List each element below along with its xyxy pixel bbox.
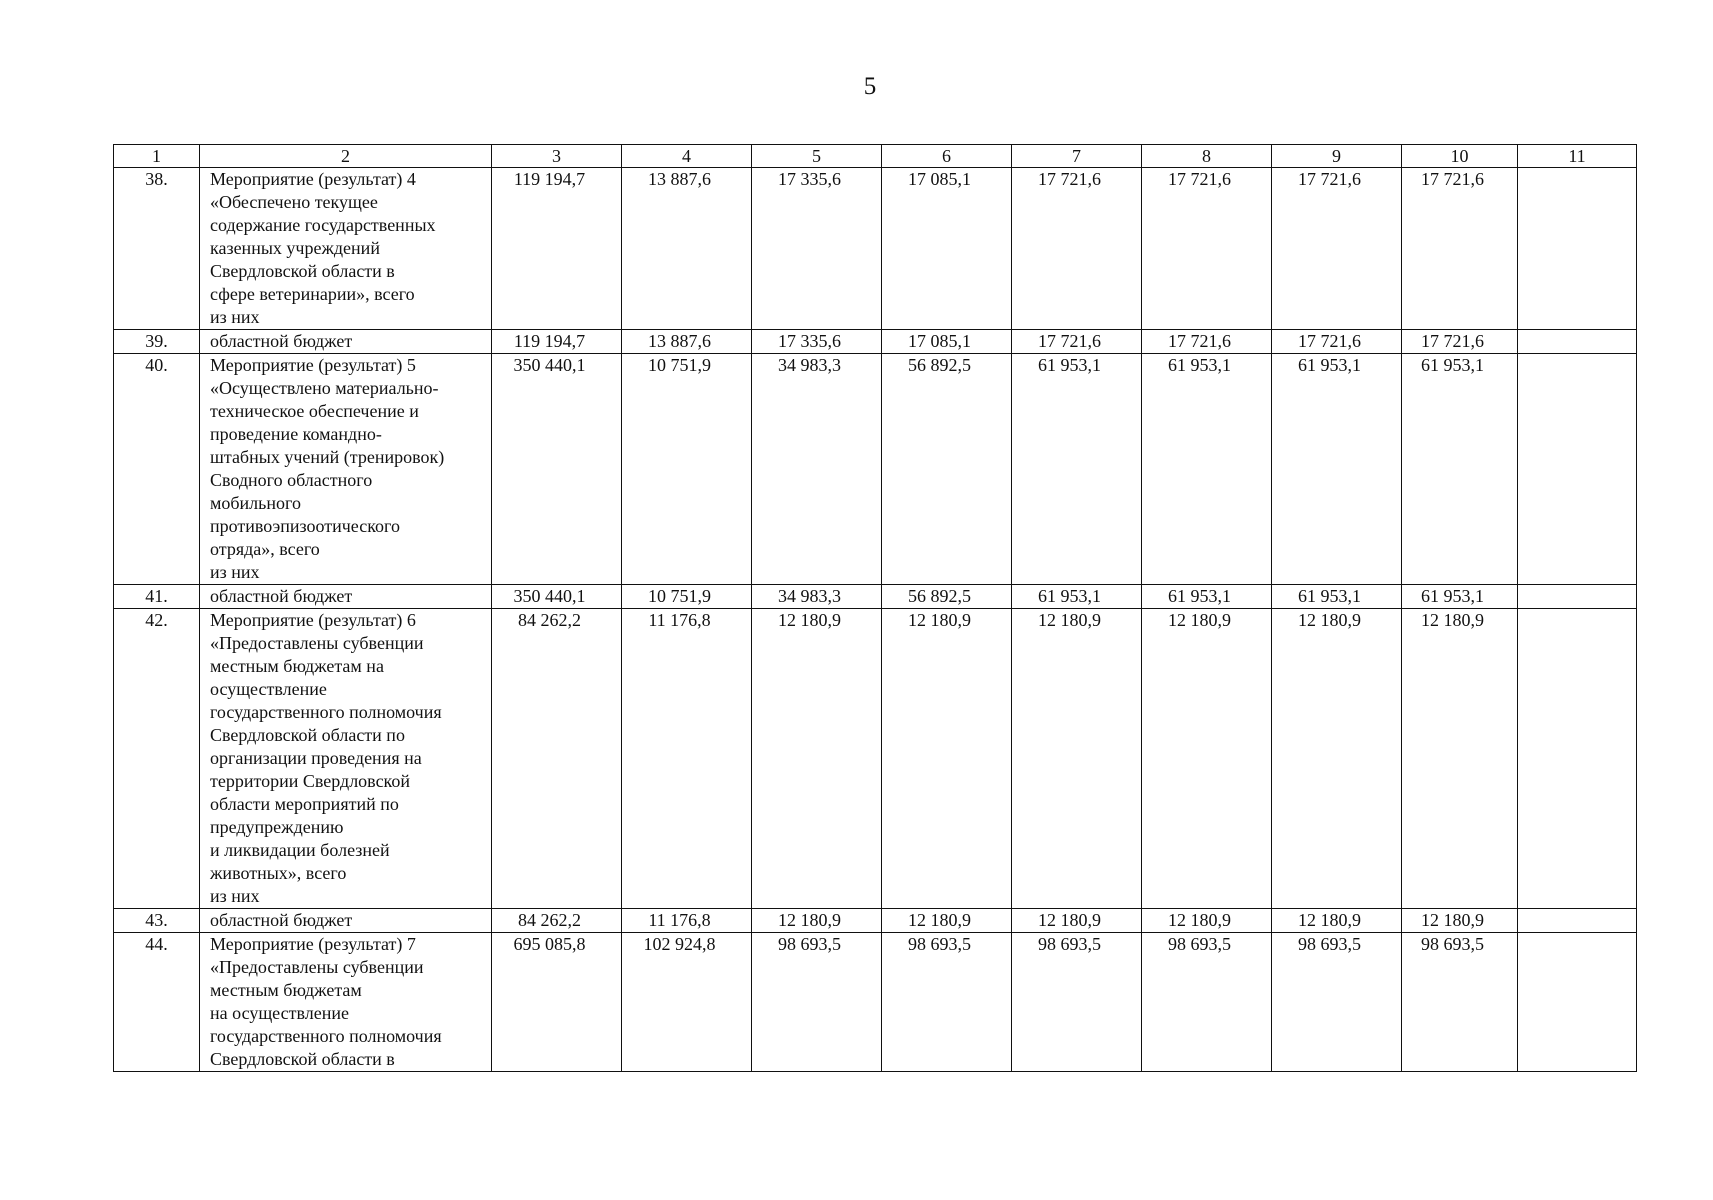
description-line: из них (210, 886, 260, 906)
empty-cell (1518, 330, 1637, 354)
value-cell: 61 953,1 (1012, 354, 1142, 585)
column-header: 3 (492, 145, 622, 168)
description-line: Свердловской области в (210, 1049, 395, 1069)
value-cell: 98 693,5 (1142, 933, 1272, 1072)
value-cell: 17 721,6 (1142, 168, 1272, 330)
value-cell: 98 693,5 (1272, 933, 1402, 1072)
value-cell: 17 721,6 (1012, 168, 1142, 330)
value-cell: 13 887,6 (622, 168, 752, 330)
description-line: местным бюджетам (210, 980, 362, 1000)
value-cell: 17 085,1 (882, 330, 1012, 354)
value-cell: 17 335,6 (752, 330, 882, 354)
description-line: Мероприятие (результат) 4 (210, 169, 416, 189)
row-number: 39. (114, 330, 200, 354)
value-cell: 61 953,1 (1402, 585, 1518, 609)
table-row (114, 330, 1637, 354)
description-line: областной бюджет (210, 910, 353, 930)
column-header: 8 (1142, 145, 1272, 168)
table-row (114, 585, 1637, 609)
value-cell: 56 892,5 (882, 585, 1012, 609)
column-header: 5 (752, 145, 882, 168)
description-line: Мероприятие (результат) 5 (210, 355, 416, 375)
value-cell: 119 194,7 (492, 330, 622, 354)
column-header: 6 (882, 145, 1012, 168)
description-line: государственного полномочия (210, 702, 442, 722)
column-header: 2 (200, 145, 492, 168)
budget-table (113, 144, 1637, 1072)
description-line: казенных учреждений (210, 238, 380, 258)
column-header: 11 (1518, 145, 1637, 168)
description-line: Мероприятие (результат) 6 (210, 610, 416, 630)
row-description (200, 609, 492, 909)
description-line: территории Свердловской (210, 771, 411, 791)
value-cell: 84 262,2 (492, 909, 622, 933)
value-cell: 12 180,9 (752, 909, 882, 933)
value-cell: 12 180,9 (1142, 609, 1272, 909)
description-line: «Осуществлено материально- (210, 378, 439, 398)
column-header: 9 (1272, 145, 1402, 168)
empty-cell (1518, 933, 1637, 1072)
description-line: из них (210, 307, 260, 327)
table-row (114, 909, 1637, 933)
description-line: животных», всего (210, 863, 347, 883)
row-number: 44. (114, 933, 200, 1072)
description-line: отряда», всего (210, 539, 320, 559)
value-cell: 61 953,1 (1402, 354, 1518, 585)
value-cell: 119 194,7 (492, 168, 622, 330)
description-line: организации проведения на (210, 748, 422, 768)
empty-cell (1518, 354, 1637, 585)
value-cell: 11 176,8 (622, 909, 752, 933)
description-line: содержание государственных (210, 215, 436, 235)
column-header: 1 (114, 145, 200, 168)
description-line: Свердловской области в (210, 261, 395, 281)
row-description (200, 168, 492, 330)
value-cell: 12 180,9 (1272, 909, 1402, 933)
description-line: областной бюджет (210, 586, 353, 606)
value-cell: 12 180,9 (882, 609, 1012, 909)
value-cell: 13 887,6 (622, 330, 752, 354)
row-number: 41. (114, 585, 200, 609)
row-description (200, 354, 492, 585)
value-cell: 12 180,9 (1272, 609, 1402, 909)
value-cell: 17 335,6 (752, 168, 882, 330)
column-header: 7 (1012, 145, 1142, 168)
value-cell: 56 892,5 (882, 354, 1012, 585)
value-cell: 98 693,5 (1402, 933, 1518, 1072)
value-cell: 10 751,9 (622, 585, 752, 609)
value-cell: 12 180,9 (1402, 909, 1518, 933)
row-number: 43. (114, 909, 200, 933)
value-cell: 102 924,8 (622, 933, 752, 1072)
description-line: техническое обеспечение и (210, 401, 419, 421)
value-cell: 12 180,9 (1012, 609, 1142, 909)
value-cell: 61 953,1 (1012, 585, 1142, 609)
value-cell: 61 953,1 (1142, 354, 1272, 585)
description-line: «Предоставлены субвенции (210, 633, 424, 653)
description-line: Мероприятие (результат) 7 (210, 934, 416, 954)
value-cell: 61 953,1 (1142, 585, 1272, 609)
table-row (114, 354, 1637, 585)
description-line: «Обеспечено текущее (210, 192, 378, 212)
row-number: 42. (114, 609, 200, 909)
value-cell: 61 953,1 (1272, 585, 1402, 609)
value-cell: 17 721,6 (1402, 330, 1518, 354)
value-cell: 84 262,2 (492, 609, 622, 909)
value-cell: 98 693,5 (882, 933, 1012, 1072)
description-line: «Предоставлены субвенции (210, 957, 424, 977)
value-cell: 350 440,1 (492, 354, 622, 585)
table-row (114, 168, 1637, 330)
value-cell: 17 721,6 (1402, 168, 1518, 330)
description-line: осуществление (210, 679, 327, 699)
empty-cell (1518, 609, 1637, 909)
empty-cell (1518, 909, 1637, 933)
value-cell: 98 693,5 (1012, 933, 1142, 1072)
value-cell: 11 176,8 (622, 609, 752, 909)
value-cell: 12 180,9 (1142, 909, 1272, 933)
value-cell: 98 693,5 (752, 933, 882, 1072)
value-cell: 12 180,9 (882, 909, 1012, 933)
value-cell: 61 953,1 (1272, 354, 1402, 585)
description-line: предупреждению (210, 817, 344, 837)
description-line: мобильного (210, 493, 301, 513)
row-description (200, 585, 492, 609)
description-line: сфере ветеринарии», всего (210, 284, 415, 304)
description-line: государственного полномочия (210, 1026, 442, 1046)
description-line: области мероприятий по (210, 794, 399, 814)
description-line: Свердловской области по (210, 725, 405, 745)
row-description (200, 933, 492, 1072)
description-line: местным бюджетам на (210, 656, 384, 676)
column-header: 10 (1402, 145, 1518, 168)
column-header: 4 (622, 145, 752, 168)
value-cell: 17 721,6 (1142, 330, 1272, 354)
empty-cell (1518, 585, 1637, 609)
column-number-row (114, 145, 1637, 168)
value-cell: 12 180,9 (1402, 609, 1518, 909)
description-line: Сводного областного (210, 470, 373, 490)
value-cell: 17 085,1 (882, 168, 1012, 330)
table-row (114, 933, 1637, 1072)
description-line: проведение командно- (210, 424, 382, 444)
description-line: противоэпизоотического (210, 516, 400, 536)
value-cell: 695 085,8 (492, 933, 622, 1072)
value-cell: 12 180,9 (752, 609, 882, 909)
value-cell: 17 721,6 (1272, 330, 1402, 354)
row-number: 40. (114, 354, 200, 585)
description-line: областной бюджет (210, 331, 353, 351)
value-cell: 17 721,6 (1272, 168, 1402, 330)
row-description (200, 909, 492, 933)
row-number: 38. (114, 168, 200, 330)
value-cell: 350 440,1 (492, 585, 622, 609)
description-line: штабных учений (тренировок) (210, 447, 445, 467)
value-cell: 34 983,3 (752, 354, 882, 585)
value-cell: 34 983,3 (752, 585, 882, 609)
value-cell: 17 721,6 (1012, 330, 1142, 354)
description-line: и ликвидации болезней (210, 840, 390, 860)
description-line: из них (210, 562, 260, 582)
value-cell: 10 751,9 (622, 354, 752, 585)
description-line: на осуществление (210, 1003, 349, 1023)
value-cell: 12 180,9 (1012, 909, 1142, 933)
table-row (114, 609, 1637, 909)
empty-cell (1518, 168, 1637, 330)
page-number: 5 (863, 73, 877, 100)
row-description (200, 330, 492, 354)
